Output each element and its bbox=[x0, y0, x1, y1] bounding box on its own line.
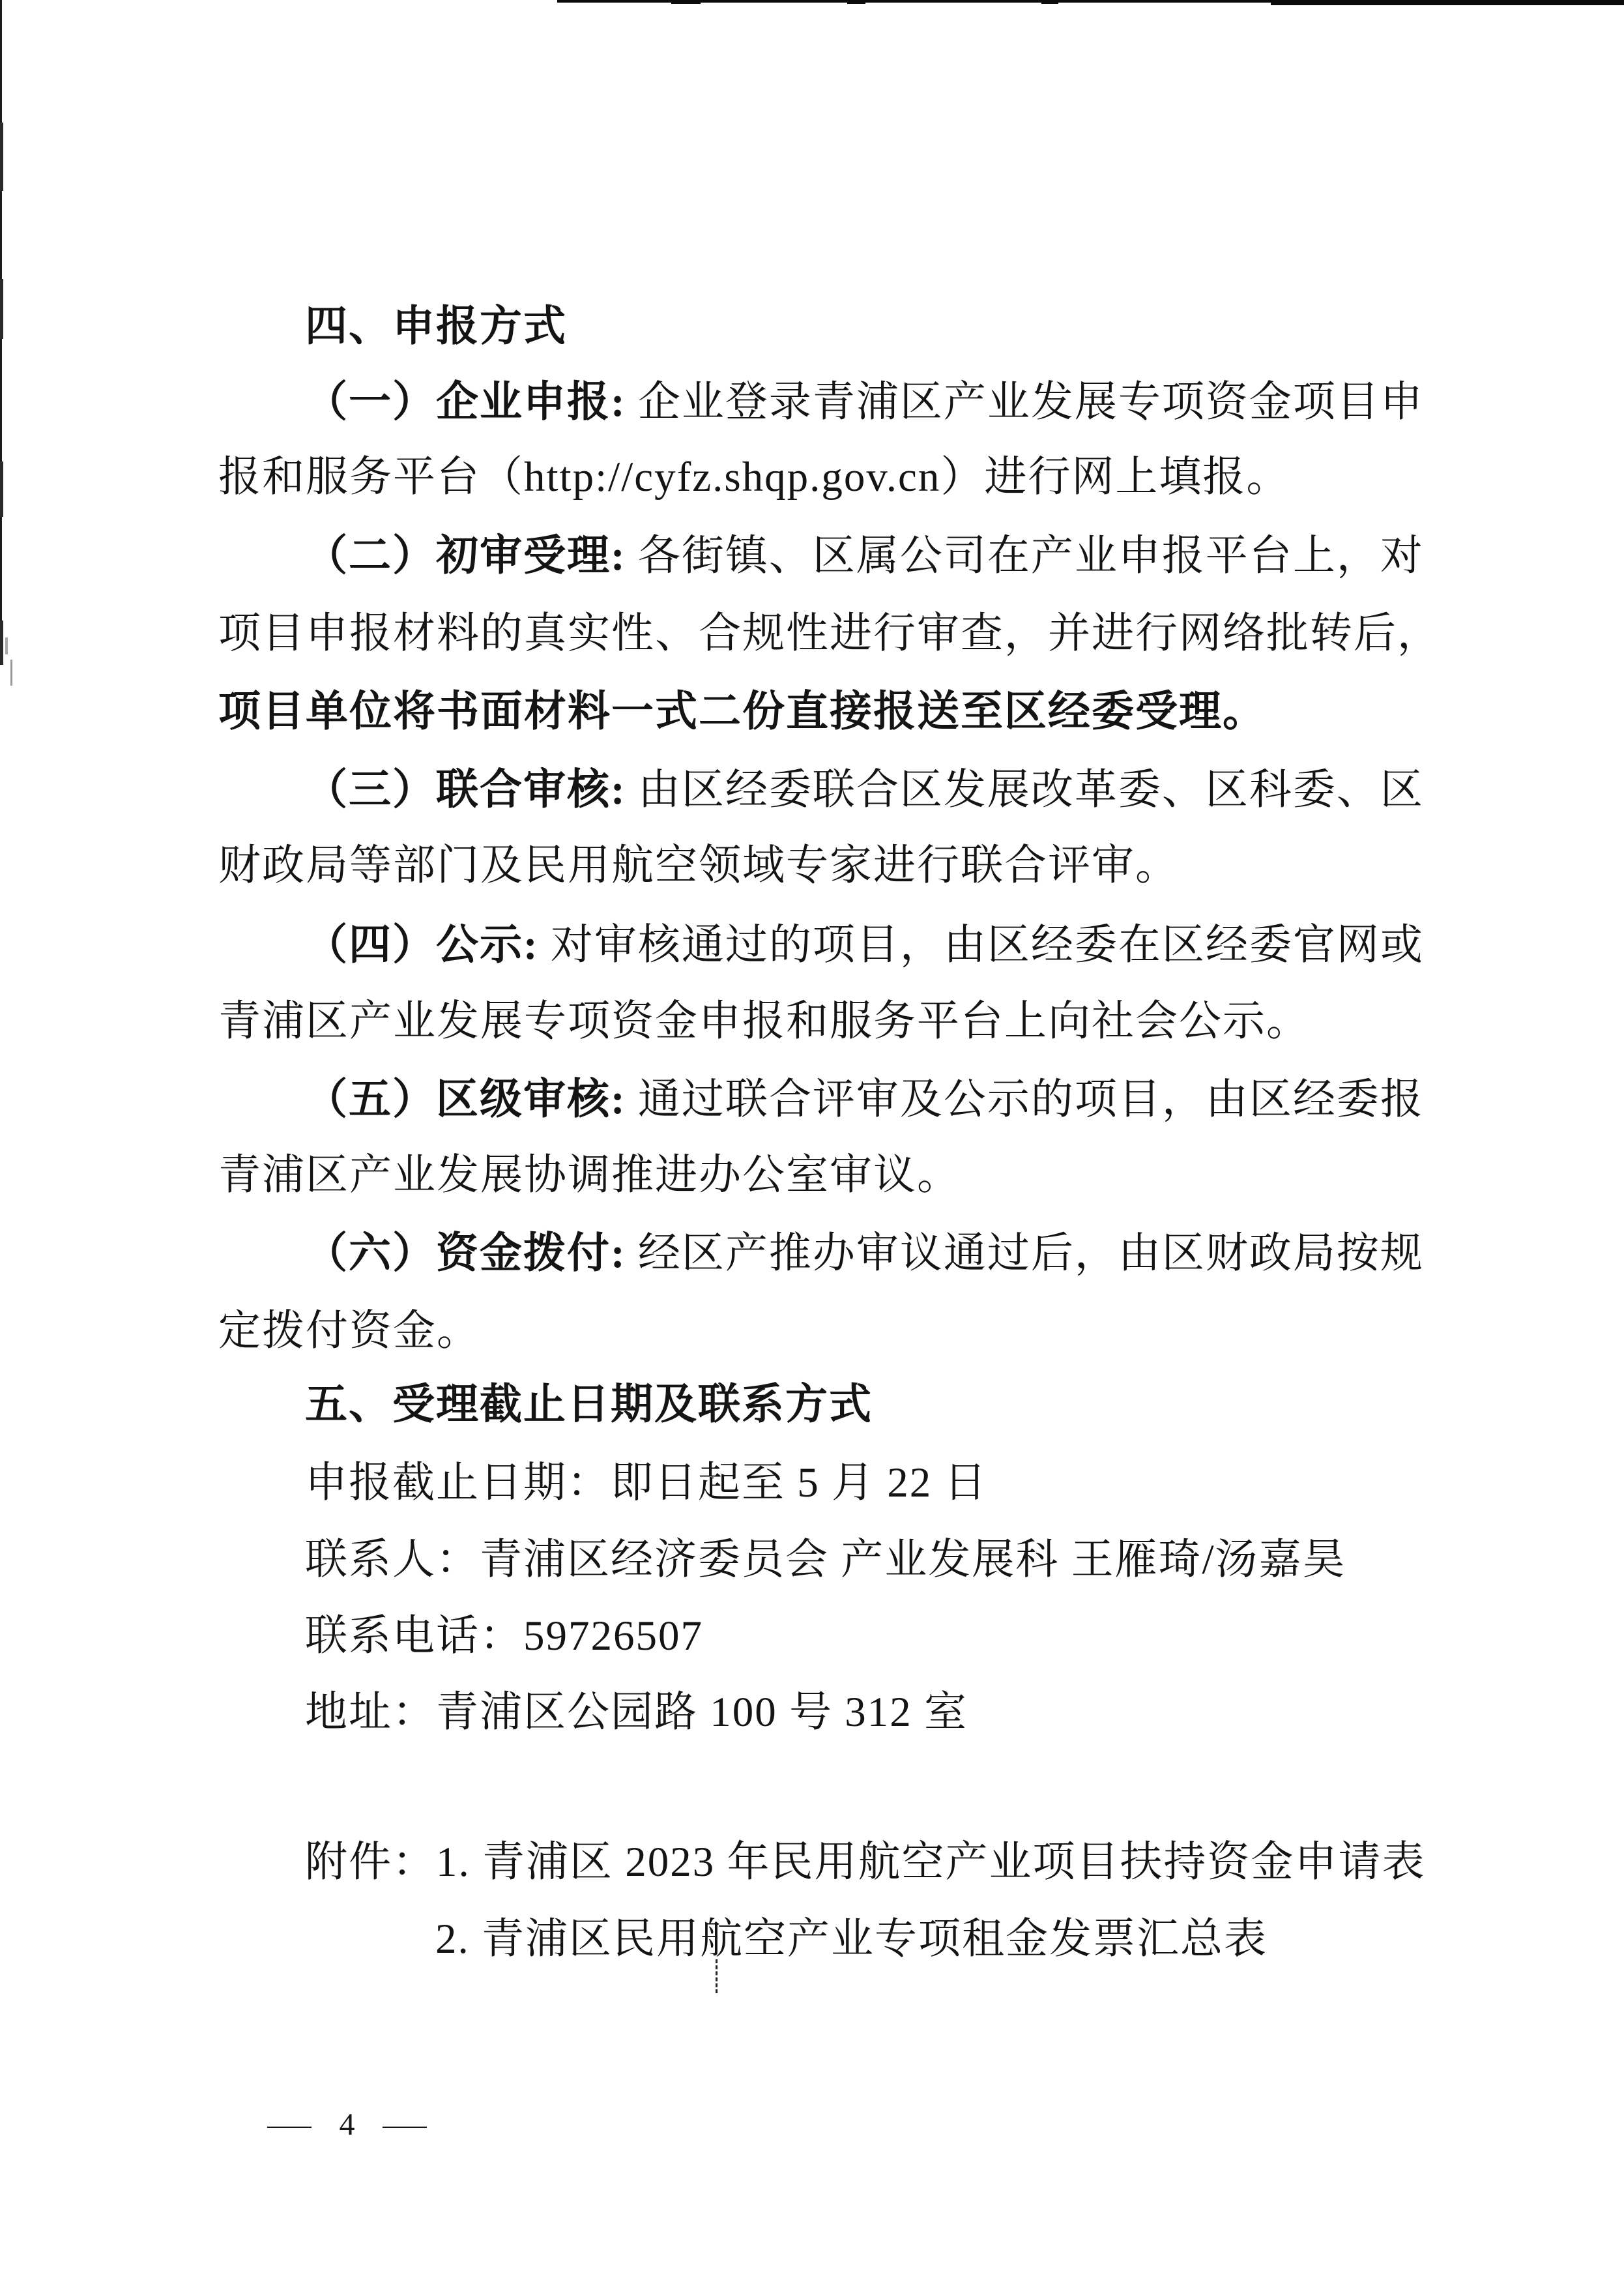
scan-artifact-left-nub bbox=[0, 461, 3, 517]
contact-person-line bbox=[305, 1537, 1346, 1583]
para-text: 各街镇、区属公司在产业申报平台上，对 bbox=[626, 533, 1424, 579]
para-enterprise-declaration-line-1 bbox=[305, 379, 1424, 425]
contact-phone-text: 联系电话：59726507 bbox=[305, 1613, 704, 1659]
page-footer bbox=[267, 2107, 427, 2142]
scan-artifact-left-nub bbox=[0, 279, 3, 339]
scan-artifact-dashed-mark bbox=[716, 1959, 718, 1993]
para-fund-disbursement-line-2 bbox=[218, 1308, 480, 1354]
footer-left-dash: — bbox=[267, 2107, 312, 2142]
para-district-review-line-2 bbox=[218, 1152, 961, 1198]
para-publicity-line-1 bbox=[305, 922, 1424, 968]
scan-artifact-left-nub bbox=[0, 123, 3, 191]
para-label: （一）企业申报: bbox=[305, 379, 626, 426]
page-number: 4 bbox=[339, 2107, 355, 2142]
para-initial-review-line-1 bbox=[305, 533, 1424, 579]
attachment-text: 2. 青浦区民用航空产业专项租金发票汇总表 bbox=[435, 1916, 1268, 1963]
para-joint-review-line-1 bbox=[305, 767, 1424, 813]
para-text: 定拨付资金。 bbox=[218, 1308, 481, 1354]
contact-phone-line bbox=[305, 1613, 703, 1659]
scan-artifact-top-tick bbox=[1395, 0, 1424, 5]
heading-text: 五、受理截止日期及联系方式 bbox=[305, 1381, 873, 1428]
para-text: 经区产推办审议通过后，由区财政局按规 bbox=[626, 1230, 1424, 1277]
para-text: 通过联合评审及公示的项目，由区经委报 bbox=[626, 1076, 1424, 1123]
para-text: 由区经委联合区发展改革委、区科委、区 bbox=[626, 767, 1424, 813]
para-label: （三）联合审核: bbox=[305, 767, 626, 813]
attachment-text: 附件：1. 青浦区 2023 年民用航空产业项目扶持资金申请表 bbox=[305, 1839, 1426, 1886]
para-initial-review-line-2 bbox=[218, 611, 1441, 656]
para-label: （二）初审受理: bbox=[305, 533, 626, 579]
para-fund-disbursement-line-1 bbox=[305, 1231, 1424, 1276]
footer-right-dash: — bbox=[383, 2107, 427, 2142]
scan-artifact-top-tick bbox=[1041, 0, 1058, 4]
address-text: 地址：青浦区公园路 100 号 312 室 bbox=[305, 1689, 968, 1736]
scan-artifact-left-nub bbox=[0, 621, 3, 665]
heading-text: 四、申报方式 bbox=[305, 303, 568, 350]
para-publicity-line-2 bbox=[218, 999, 1310, 1044]
para-label: （四）公示: bbox=[305, 922, 539, 969]
para-joint-review-line-2 bbox=[218, 843, 1179, 888]
contact-person-text: 联系人：青浦区经济委员会 产业发展科 王雁琦/汤嘉昊 bbox=[305, 1536, 1346, 1583]
para-text: 财政局等部门及民用航空领域专家进行联合评审。 bbox=[218, 842, 1180, 889]
section-heading-4 bbox=[305, 304, 567, 349]
scan-artifact-top-tick bbox=[847, 0, 865, 4]
para-enterprise-declaration-line-2 bbox=[218, 454, 1290, 500]
scan-artifact-top-tick bbox=[671, 0, 701, 4]
para-initial-review-line-3 bbox=[218, 689, 1266, 735]
address-line bbox=[305, 1689, 968, 1735]
para-text: 企业登录青浦区产业发展专项资金项目申 bbox=[626, 379, 1424, 426]
para-text: 项目申报材料的真实性、合规性进行审查，并进行网络批转后， bbox=[218, 610, 1442, 657]
para-text: 报和服务平台（http://cyfz.shqp.gov.cn）进行网上填报。 bbox=[218, 454, 1290, 501]
para-text: 对审核通过的项目，由区经委在区经委官网或 bbox=[538, 922, 1424, 969]
scan-artifact-left-speck bbox=[5, 637, 8, 654]
deadline-text: 申报截止日期：即日起至 5 月 22 日 bbox=[305, 1459, 988, 1506]
para-text: 青浦区产业发展协调推进办公室审议。 bbox=[218, 1152, 961, 1199]
section-heading-5 bbox=[305, 1382, 873, 1427]
deadline-line bbox=[305, 1460, 988, 1506]
para-label: （五）区级审核: bbox=[305, 1076, 626, 1123]
para-district-review-line-1 bbox=[305, 1077, 1424, 1122]
para-label: （六）资金拨付: bbox=[305, 1230, 626, 1277]
scan-artifact-top-strip-thick bbox=[1271, 0, 1624, 5]
scan-artifact-left-speck bbox=[10, 660, 12, 686]
attachment-line-1 bbox=[305, 1839, 1426, 1885]
attachment-line-2 bbox=[435, 1916, 1268, 1962]
para-text: 青浦区产业发展专项资金申报和服务平台上向社会公示。 bbox=[218, 998, 1311, 1045]
para-text-bold: 项目单位将书面材料一式二份直接报送至区经委受理。 bbox=[218, 688, 1267, 735]
